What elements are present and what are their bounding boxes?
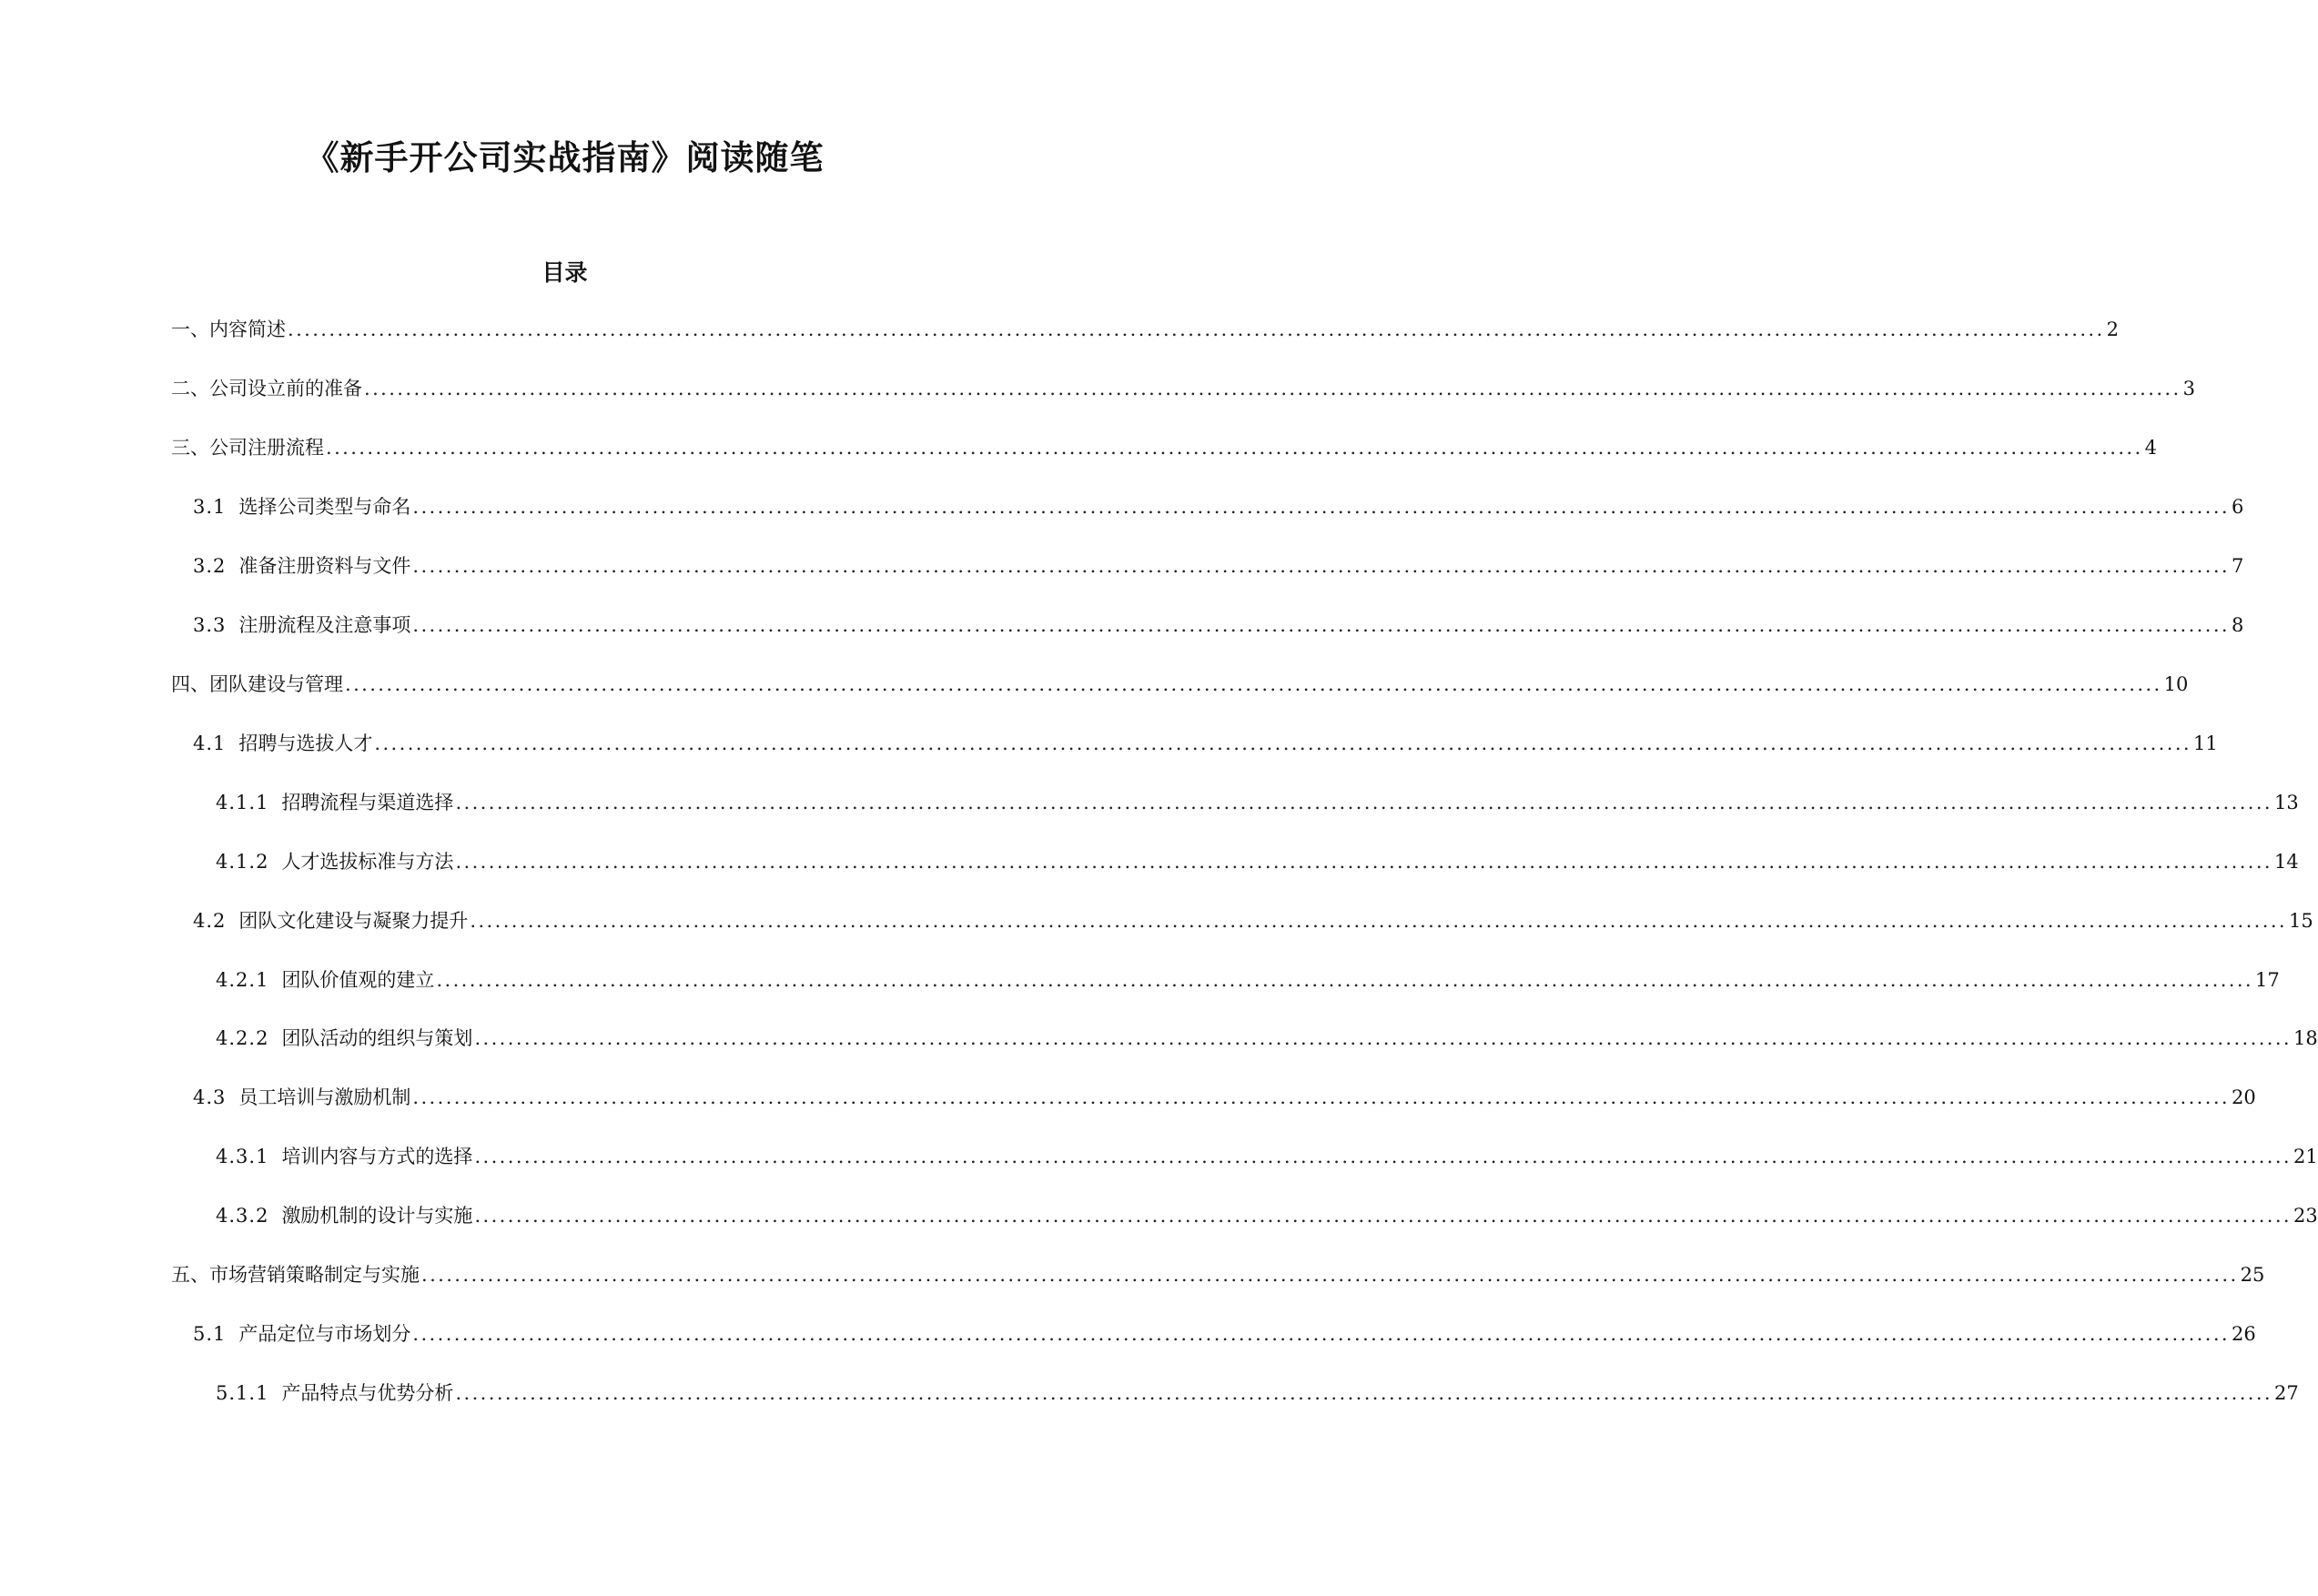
toc-entry-title: 三、公司注册流程 (171, 437, 324, 459)
toc-entry[interactable] (216, 845, 2299, 878)
toc-entry-number: 4.2.1 (216, 969, 269, 991)
toc-entry[interactable] (216, 964, 2280, 996)
toc-leader-dots: ............................................................................................................................................................................................................................ (412, 614, 2230, 636)
toc-entry-page: 21 (2293, 1146, 2318, 1167)
toc-leader-dots: ............................................................................................................................................................................................................................ (474, 1205, 2293, 1227)
toc-entry-title: 培训内容与方式的选择 (281, 1146, 473, 1167)
toc-heading: 目录 (542, 259, 588, 286)
toc-leader-dots: ............................................................................................................................................................................................................................ (412, 1323, 2230, 1345)
toc-leader-dots: ............................................................................................................................................................................................................................ (345, 673, 2162, 695)
toc-leader-dots: ............................................................................................................................................................................................................................ (474, 1146, 2293, 1167)
toc-entry-title: 团队活动的组织与策划 (281, 1027, 473, 1049)
toc-entry-title: 产品定位与市场划分 (238, 1323, 411, 1345)
toc-entry-page: 7 (2231, 555, 2244, 577)
toc-entry-page: 6 (2231, 496, 2244, 518)
toc-entry-page: 13 (2274, 792, 2299, 813)
toc-entry-number: 3.1 (193, 496, 227, 518)
toc-entry-number: 3.2 (193, 555, 227, 577)
toc-entry-page: 11 (2192, 732, 2218, 754)
toc-entry-number: 5.1 (193, 1323, 227, 1345)
toc-leader-dots: ............................................................................................................................................................................................................................ (374, 732, 2191, 754)
document-title: 《新手开公司实战指南》阅读随笔 (305, 138, 825, 177)
toc-entry[interactable] (193, 550, 2244, 582)
toc-entry-title: 团队文化建设与凝聚力提升 (238, 910, 469, 932)
toc-entry-title: 一、内容简述 (171, 318, 286, 340)
toc-leader-dots: ............................................................................................................................................................................................................................ (412, 496, 2230, 518)
toc-entry-number: 4.2 (193, 910, 227, 932)
toc-entry-title: 注册流程及注意事项 (238, 614, 411, 636)
toc-entry[interactable] (193, 727, 2218, 760)
toc-entry[interactable] (171, 313, 2119, 346)
toc-leader-dots: ............................................................................................................................................................................................................................ (470, 910, 2287, 932)
toc-leader-dots: ............................................................................................................................................................................................................................ (455, 851, 2273, 873)
toc-entry-page: 10 (2163, 673, 2189, 695)
toc-entry-number: 4.1 (193, 732, 227, 754)
toc-entry[interactable] (193, 490, 2244, 523)
toc-entry-title: 激励机制的设计与实施 (281, 1205, 473, 1227)
toc-entry-page: 8 (2231, 614, 2244, 636)
toc-entry-page: 14 (2274, 851, 2299, 873)
toc-leader-dots: ............................................................................................................................................................................................................................ (436, 969, 2254, 991)
toc-entry-title: 员工培训与激励机制 (238, 1086, 411, 1108)
toc-entry-title: 产品特点与优势分析 (281, 1382, 454, 1404)
toc-entry-number: 4.2.2 (216, 1027, 269, 1049)
toc-entry-number: 4.3.2 (216, 1205, 269, 1227)
toc-entry-title: 团队价值观的建立 (281, 969, 435, 991)
toc-entry-title: 招聘流程与渠道选择 (281, 792, 454, 813)
toc-leader-dots: ............................................................................................................................................................................................................................ (421, 1264, 2239, 1286)
toc-entry[interactable] (216, 1022, 2318, 1055)
toc-leader-dots: ............................................................................................................................................................................................................................ (474, 1027, 2293, 1049)
toc-entry-page: 2 (2106, 318, 2119, 340)
toc-entry-page: 25 (2240, 1264, 2265, 1286)
toc-entry-page: 3 (2182, 378, 2195, 399)
toc-entry-page: 15 (2288, 910, 2313, 932)
toc-entry-number: 4.1.2 (216, 851, 269, 873)
toc-entry-title: 准备注册资料与文件 (238, 555, 411, 577)
toc-entry[interactable] (216, 1377, 2299, 1409)
toc-entry[interactable] (193, 904, 2313, 937)
toc-entry-number: 4.1.1 (216, 792, 269, 813)
toc-entry[interactable] (193, 1318, 2256, 1350)
toc-entry[interactable] (193, 1081, 2256, 1114)
toc-entry-page: 26 (2231, 1323, 2256, 1345)
toc-entry-number: 4.3 (193, 1086, 227, 1108)
toc-leader-dots: ............................................................................................................................................................................................................................ (412, 555, 2230, 577)
toc-entry-page: 4 (2144, 437, 2157, 459)
toc-entry-page: 18 (2293, 1027, 2318, 1049)
toc-entry[interactable] (216, 786, 2299, 819)
toc-entry[interactable] (171, 431, 2157, 464)
toc-leader-dots: ............................................................................................................................................................................................................................ (288, 318, 2105, 340)
toc-entry-title: 人才选拔标准与方法 (281, 851, 454, 873)
toc-entry-page: 17 (2255, 969, 2280, 991)
toc-entry[interactable] (171, 1258, 2265, 1291)
toc-leader-dots: ............................................................................................................................................................................................................................ (326, 437, 2143, 459)
toc-entry-page: 23 (2293, 1205, 2318, 1227)
toc-entry-title: 招聘与选拔人才 (238, 732, 373, 754)
toc-entry-title: 五、市场营销策略制定与实施 (171, 1264, 420, 1286)
toc-entry-title: 二、公司设立前的准备 (171, 378, 362, 399)
toc-entry-number: 5.1.1 (216, 1382, 269, 1404)
toc-entry[interactable] (216, 1199, 2318, 1232)
toc-leader-dots: ............................................................................................................................................................................................................................ (455, 792, 2273, 813)
toc-entry[interactable] (171, 372, 2195, 405)
toc-leader-dots: ............................................................................................................................................................................................................................ (412, 1086, 2230, 1108)
toc-leader-dots: ............................................................................................................................................................................................................................ (455, 1382, 2273, 1404)
toc-entry-page: 27 (2274, 1382, 2299, 1404)
toc-entry-page: 20 (2231, 1086, 2256, 1108)
toc-entry-number: 4.3.1 (216, 1146, 269, 1167)
toc-entry[interactable] (216, 1140, 2318, 1173)
toc-entry-title: 四、团队建设与管理 (171, 673, 343, 695)
toc-entry[interactable] (171, 668, 2189, 701)
toc-entry[interactable] (193, 609, 2244, 641)
toc-leader-dots: ............................................................................................................................................................................................................................ (364, 378, 2181, 399)
toc-entry-number: 3.3 (193, 614, 227, 636)
toc-entry-title: 选择公司类型与命名 (238, 496, 411, 518)
